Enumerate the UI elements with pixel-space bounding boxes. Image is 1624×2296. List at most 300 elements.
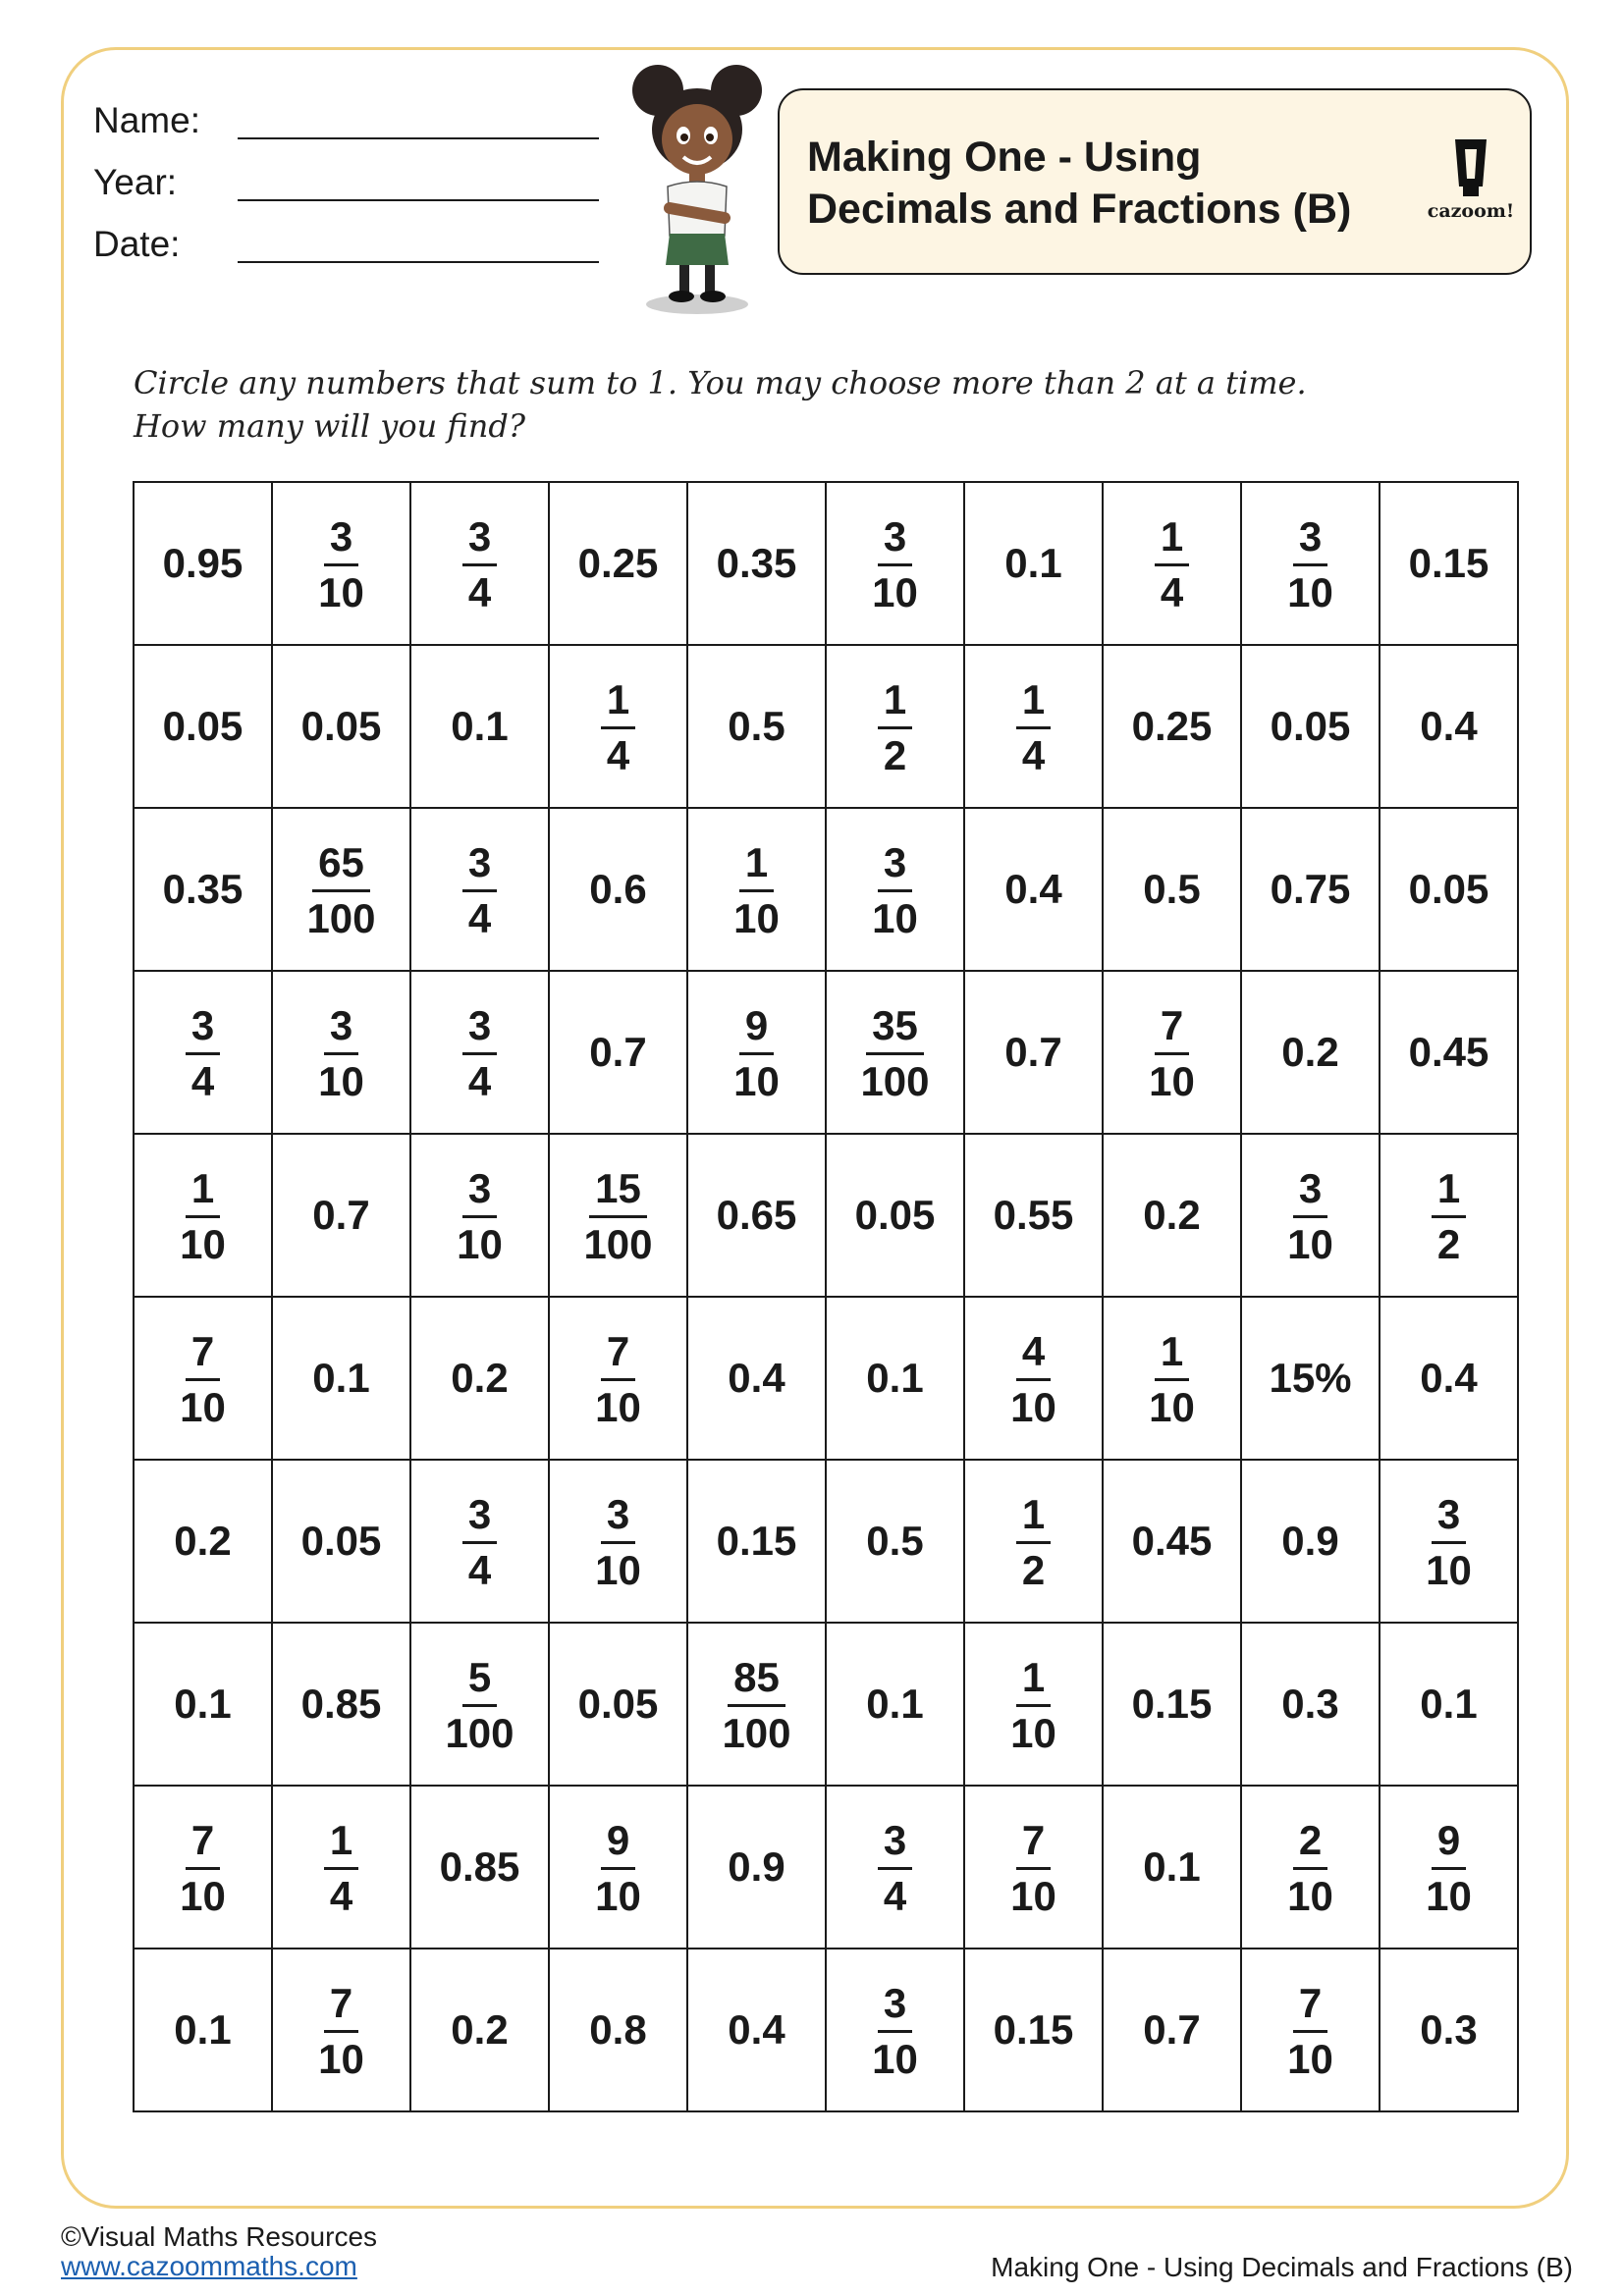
numerator: 65 xyxy=(312,842,370,892)
numerator: 9 xyxy=(1432,1820,1466,1870)
cell-value: 0.05 xyxy=(300,1518,382,1564)
numerator: 3 xyxy=(878,1983,912,2033)
denominator: 10 xyxy=(180,1873,226,1919)
fraction xyxy=(854,1002,935,1104)
grid-row xyxy=(134,645,1518,808)
cell-value: 0.3 xyxy=(1281,1681,1339,1727)
cell-value: 0.7 xyxy=(312,1192,370,1238)
grid-cell[interactable] xyxy=(826,971,964,1134)
fraction xyxy=(1004,1817,1062,1919)
fraction xyxy=(462,1491,497,1593)
numerator: 1 xyxy=(1155,516,1189,566)
denominator: 4 xyxy=(467,1547,492,1593)
numerator: 5 xyxy=(462,1657,497,1707)
denominator: 10 xyxy=(318,1058,364,1104)
numerator: 4 xyxy=(1016,1331,1051,1381)
worksheet-title xyxy=(807,132,1377,236)
cell-value: 0.4 xyxy=(1420,1355,1478,1401)
cell-value: 0.05 xyxy=(1408,866,1489,912)
grid-cell[interactable] xyxy=(826,808,964,971)
cell-value: 0.9 xyxy=(1281,1518,1339,1564)
grid-row xyxy=(134,1134,1518,1297)
grid-cell[interactable] xyxy=(687,1297,826,1460)
fraction xyxy=(1143,1002,1201,1104)
cell-value: 0.25 xyxy=(1131,703,1213,749)
cell-value: 15% xyxy=(1269,1355,1352,1401)
girl-mascot-illustration xyxy=(619,61,776,318)
grid-cell[interactable] xyxy=(964,482,1103,645)
fraction xyxy=(186,1002,220,1104)
cell-value: 0.1 xyxy=(866,1355,924,1401)
denominator: 100 xyxy=(445,1710,514,1756)
grid-cell[interactable] xyxy=(826,1134,964,1297)
grid-cell[interactable] xyxy=(549,1623,687,1786)
cell-value: 0.4 xyxy=(728,2006,785,2053)
grid-row xyxy=(134,1460,1518,1623)
grid-cell[interactable] xyxy=(134,1297,272,1460)
grid-cell[interactable] xyxy=(964,1786,1103,1949)
cazoom-logo-icon xyxy=(1420,135,1522,200)
denominator: 100 xyxy=(306,895,376,941)
grid-cell[interactable] xyxy=(134,1786,272,1949)
grid-cell[interactable] xyxy=(549,1949,687,2111)
denominator: 4 xyxy=(1021,732,1046,778)
grid-cell[interactable] xyxy=(964,1949,1103,2111)
denominator: 4 xyxy=(190,1058,215,1104)
cell-value: 0.6 xyxy=(589,866,647,912)
fraction xyxy=(462,513,497,615)
grid-cell[interactable] xyxy=(1103,1460,1241,1623)
instructions-line-2: How many will you find? xyxy=(134,407,525,445)
grid-cell[interactable] xyxy=(1380,645,1518,808)
fraction xyxy=(728,839,785,941)
fraction xyxy=(324,1817,358,1919)
denominator: 10 xyxy=(595,1547,641,1593)
grid-cell[interactable] xyxy=(1380,482,1518,645)
fraction xyxy=(1281,513,1339,615)
denominator: 10 xyxy=(1010,1384,1056,1430)
cell-value: 0.35 xyxy=(716,540,797,586)
grid-cell[interactable] xyxy=(272,1623,410,1786)
denominator: 10 xyxy=(180,1384,226,1430)
grid-cell[interactable] xyxy=(1103,1623,1241,1786)
grid-cell[interactable] xyxy=(410,1134,549,1297)
numerator: 3 xyxy=(1293,1168,1327,1218)
grid-cell[interactable] xyxy=(272,1949,410,2111)
grid-cell[interactable] xyxy=(410,1786,549,1949)
cell-value: 0.1 xyxy=(312,1355,370,1401)
grid-cell[interactable] xyxy=(1241,1949,1380,2111)
grid-cell[interactable] xyxy=(1241,808,1380,971)
grid-cell[interactable] xyxy=(687,808,826,971)
denominator: 4 xyxy=(467,569,492,615)
grid-cell[interactable] xyxy=(826,1949,964,2111)
cell-value: 0.5 xyxy=(1143,866,1201,912)
cell-value: 0.15 xyxy=(1408,540,1489,586)
grid-cell[interactable] xyxy=(549,1134,687,1297)
denominator: 2 xyxy=(1436,1221,1461,1267)
grid-cell[interactable] xyxy=(549,645,687,808)
numerator: 9 xyxy=(739,1005,774,1055)
cell-value: 0.45 xyxy=(1131,1518,1213,1564)
grid-cell[interactable] xyxy=(134,808,272,971)
denominator: 10 xyxy=(318,569,364,615)
cell-value: 0.95 xyxy=(162,540,244,586)
fraction xyxy=(589,1817,647,1919)
grid-cell[interactable] xyxy=(687,1623,826,1786)
fraction xyxy=(1281,1817,1339,1919)
numerator: 1 xyxy=(324,1820,358,1870)
grid-cell[interactable] xyxy=(826,1297,964,1460)
fraction xyxy=(878,676,912,778)
grid-cell[interactable] xyxy=(1103,1949,1241,2111)
denominator: 100 xyxy=(583,1221,653,1267)
numerator: 15 xyxy=(589,1168,647,1218)
grid-cell[interactable] xyxy=(687,1949,826,2111)
numerator: 3 xyxy=(462,842,497,892)
fraction xyxy=(866,1980,924,2082)
grid-cell[interactable] xyxy=(410,482,549,645)
grid-cell[interactable] xyxy=(1380,808,1518,971)
footer-title: Making One - Using Decimals and Fractions (B) xyxy=(991,2252,1573,2282)
grid-cell[interactable] xyxy=(964,1134,1103,1297)
grid-cell[interactable] xyxy=(549,1786,687,1949)
numerator: 3 xyxy=(1293,516,1327,566)
fraction xyxy=(1420,1817,1478,1919)
grid-cell[interactable] xyxy=(272,645,410,808)
cell-value: 0.25 xyxy=(577,540,659,586)
cell-value: 0.1 xyxy=(866,1681,924,1727)
grid-cell[interactable] xyxy=(964,645,1103,808)
grid-cell[interactable] xyxy=(1103,645,1241,808)
grid-cell[interactable] xyxy=(410,645,549,808)
numerator: 3 xyxy=(878,516,912,566)
cell-value: 0.85 xyxy=(300,1681,382,1727)
cell-value: 0.1 xyxy=(174,2006,232,2053)
numerator: 2 xyxy=(1293,1820,1327,1870)
grid-row xyxy=(134,1949,1518,2111)
grid-cell[interactable] xyxy=(826,1460,964,1623)
denominator: 10 xyxy=(1287,2036,1333,2082)
cell-value: 0.05 xyxy=(300,703,382,749)
numerator: 1 xyxy=(601,679,635,729)
grid-cell[interactable] xyxy=(410,1623,549,1786)
numerator: 1 xyxy=(1016,679,1051,729)
denominator: 10 xyxy=(1010,1710,1056,1756)
grid-cell[interactable] xyxy=(549,971,687,1134)
numerator: 7 xyxy=(601,1331,635,1381)
grid-cell[interactable] xyxy=(687,1786,826,1949)
denominator: 10 xyxy=(1287,569,1333,615)
grid-cell[interactable] xyxy=(1103,482,1241,645)
denominator: 10 xyxy=(595,1384,641,1430)
grid-cell[interactable] xyxy=(826,1786,964,1949)
grid-cell[interactable] xyxy=(1103,971,1241,1134)
grid-cell[interactable] xyxy=(964,1297,1103,1460)
grid-cell[interactable] xyxy=(964,971,1103,1134)
fraction xyxy=(174,1328,232,1430)
instructions-line-1: Circle any numbers that sum to 1. You may choose more than 2 at a time. xyxy=(134,364,1307,401)
grid-cell[interactable] xyxy=(1241,971,1380,1134)
cell-value: 0.7 xyxy=(1143,2006,1201,2053)
grid-cell[interactable] xyxy=(272,1786,410,1949)
fraction xyxy=(462,839,497,941)
numerator: 1 xyxy=(739,842,774,892)
fraction xyxy=(1016,1491,1051,1593)
numerator: 1 xyxy=(1432,1168,1466,1218)
grid-cell[interactable] xyxy=(272,1134,410,1297)
fraction xyxy=(312,513,370,615)
cell-value: 0.05 xyxy=(854,1192,936,1238)
numerator: 3 xyxy=(462,1005,497,1055)
cell-value: 0.15 xyxy=(1131,1681,1213,1727)
grid-cell[interactable] xyxy=(1380,1460,1518,1623)
cell-value: 0.7 xyxy=(1004,1029,1062,1075)
numerator: 3 xyxy=(324,516,358,566)
name-input-line[interactable] xyxy=(238,137,599,139)
fraction xyxy=(577,1165,658,1267)
grid-cell[interactable] xyxy=(134,1460,272,1623)
cell-value: 0.05 xyxy=(1270,703,1351,749)
grid-cell[interactable] xyxy=(1103,1297,1241,1460)
grid-cell[interactable] xyxy=(272,482,410,645)
grid-cell[interactable] xyxy=(687,971,826,1134)
cell-value: 0.8 xyxy=(589,2006,647,2053)
fraction xyxy=(1420,1491,1478,1593)
grid-cell[interactable] xyxy=(410,1297,549,1460)
cell-value: 0.1 xyxy=(1004,540,1062,586)
grid-cell[interactable] xyxy=(549,1460,687,1623)
cell-value: 0.55 xyxy=(993,1192,1074,1238)
fraction xyxy=(589,1328,647,1430)
denominator: 10 xyxy=(1426,1547,1472,1593)
grid-cell[interactable] xyxy=(964,1460,1103,1623)
numerator: 3 xyxy=(324,1005,358,1055)
grid-cell[interactable] xyxy=(410,1460,549,1623)
cell-value: 0.1 xyxy=(174,1681,232,1727)
numerator: 1 xyxy=(1155,1331,1189,1381)
grid-cell[interactable] xyxy=(272,808,410,971)
denominator: 100 xyxy=(722,1710,791,1756)
grid-cell[interactable] xyxy=(1241,1297,1380,1460)
fraction xyxy=(439,1654,519,1756)
denominator: 10 xyxy=(180,1221,226,1267)
cell-value: 0.2 xyxy=(174,1518,232,1564)
fraction xyxy=(451,1165,509,1267)
cell-value: 0.1 xyxy=(451,703,509,749)
number-grid xyxy=(133,481,1519,2112)
cell-value: 0.2 xyxy=(1281,1029,1339,1075)
cell-value: 0.85 xyxy=(439,1843,520,1890)
fraction xyxy=(1155,513,1189,615)
cell-value: 0.2 xyxy=(1143,1192,1201,1238)
denominator: 10 xyxy=(872,569,918,615)
grid-cell[interactable] xyxy=(1241,1786,1380,1949)
denominator: 4 xyxy=(606,732,630,778)
grid-cell[interactable] xyxy=(549,482,687,645)
numerator: 1 xyxy=(878,679,912,729)
cell-value: 0.9 xyxy=(728,1843,785,1890)
grid-row xyxy=(134,1623,1518,1786)
numerator: 3 xyxy=(462,1494,497,1544)
grid-cell[interactable] xyxy=(1380,1297,1518,1460)
fraction xyxy=(866,839,924,941)
cell-value: 0.05 xyxy=(162,703,244,749)
numerator: 1 xyxy=(186,1168,220,1218)
grid-cell[interactable] xyxy=(826,1623,964,1786)
grid-cell[interactable] xyxy=(1380,1786,1518,1949)
cell-value: 0.35 xyxy=(162,866,244,912)
title-box xyxy=(778,88,1532,275)
grid-cell[interactable] xyxy=(134,1623,272,1786)
denominator: 10 xyxy=(1287,1221,1333,1267)
grid-cell[interactable] xyxy=(410,808,549,971)
grid-cell[interactable] xyxy=(1380,1623,1518,1786)
title-line-1: Making One - Using xyxy=(807,133,1202,181)
numerator: 3 xyxy=(462,516,497,566)
title-line-2: Decimals and Fractions (B) xyxy=(807,186,1352,233)
website-link[interactable]: www.cazoommaths.com xyxy=(61,2251,357,2281)
fraction xyxy=(1281,1980,1339,2082)
fraction xyxy=(1432,1165,1466,1267)
numerator: 7 xyxy=(1293,1983,1327,2033)
numerator: 35 xyxy=(866,1005,924,1055)
grid-cell[interactable] xyxy=(134,645,272,808)
denominator: 10 xyxy=(457,1221,503,1267)
numerator: 3 xyxy=(601,1494,635,1544)
date-label: Date: xyxy=(93,224,181,264)
fraction xyxy=(728,1002,785,1104)
cell-value: 0.4 xyxy=(1420,703,1478,749)
fraction xyxy=(716,1654,796,1756)
numerator: 7 xyxy=(324,1983,358,2033)
denominator: 10 xyxy=(1010,1873,1056,1919)
denominator: 10 xyxy=(1426,1873,1472,1919)
grid-cell[interactable] xyxy=(687,645,826,808)
grid-cell[interactable] xyxy=(1380,1949,1518,2111)
cell-value: 0.3 xyxy=(1420,2006,1478,2053)
grid-cell[interactable] xyxy=(134,482,272,645)
denominator: 10 xyxy=(1149,1058,1195,1104)
grid-cell[interactable] xyxy=(687,482,826,645)
grid-cell[interactable] xyxy=(134,1949,272,2111)
grid-cell[interactable] xyxy=(964,1623,1103,1786)
logo-wordmark: cazoom! xyxy=(1427,200,1515,222)
grid-cell[interactable] xyxy=(1241,1460,1380,1623)
grid-cell[interactable] xyxy=(410,971,549,1134)
fraction xyxy=(312,1002,370,1104)
grid-cell[interactable] xyxy=(687,1134,826,1297)
denominator: 2 xyxy=(883,732,907,778)
denominator: 4 xyxy=(883,1873,907,1919)
cell-value: 0.4 xyxy=(728,1355,785,1401)
fraction xyxy=(878,1817,912,1919)
grid-cell[interactable] xyxy=(1241,482,1380,645)
cell-value: 0.5 xyxy=(728,703,785,749)
fraction xyxy=(589,1491,647,1593)
denominator: 4 xyxy=(1160,569,1184,615)
cell-value: 0.2 xyxy=(451,2006,509,2053)
fraction xyxy=(1281,1165,1339,1267)
grid-cell[interactable] xyxy=(549,808,687,971)
denominator: 10 xyxy=(1149,1384,1195,1430)
denominator: 10 xyxy=(872,2036,918,2082)
grid-cell[interactable] xyxy=(272,1460,410,1623)
cell-value: 0.15 xyxy=(716,1518,797,1564)
name-label: Name: xyxy=(93,100,200,140)
denominator: 4 xyxy=(467,895,492,941)
fraction xyxy=(462,1002,497,1104)
grid-cell[interactable] xyxy=(1241,1134,1380,1297)
grid-cell[interactable] xyxy=(1103,1786,1241,1949)
grid-cell[interactable] xyxy=(826,482,964,645)
denominator: 10 xyxy=(733,895,780,941)
year-input-line[interactable] xyxy=(238,199,599,201)
copyright-text: ©Visual Maths Resources xyxy=(61,2221,378,2252)
denominator: 10 xyxy=(733,1058,780,1104)
numerator: 3 xyxy=(1432,1494,1466,1544)
numerator: 7 xyxy=(186,1331,220,1381)
fraction xyxy=(174,1817,232,1919)
numerator: 3 xyxy=(462,1168,497,1218)
grid-row xyxy=(134,1786,1518,1949)
grid-cell[interactable] xyxy=(1241,1623,1380,1786)
grid-cell[interactable] xyxy=(410,1949,549,2111)
cell-value: 0.5 xyxy=(866,1518,924,1564)
denominator: 10 xyxy=(318,2036,364,2082)
instructions xyxy=(134,361,1410,448)
denominator: 10 xyxy=(872,895,918,941)
grid-cell[interactable] xyxy=(1380,1134,1518,1297)
cell-value: 0.1 xyxy=(1420,1681,1478,1727)
grid-cell[interactable] xyxy=(1103,808,1241,971)
fraction xyxy=(300,839,381,941)
grid-cell[interactable] xyxy=(1103,1134,1241,1297)
grid-cell[interactable] xyxy=(1241,645,1380,808)
grid-row xyxy=(134,971,1518,1134)
numerator: 7 xyxy=(186,1820,220,1870)
footer-credits xyxy=(61,2222,377,2281)
cell-value: 0.65 xyxy=(716,1192,797,1238)
grid-row xyxy=(134,808,1518,971)
fraction xyxy=(1004,1328,1062,1430)
numerator: 1 xyxy=(1016,1657,1051,1707)
cazoom-logo xyxy=(1420,135,1522,234)
denominator: 10 xyxy=(1287,1873,1333,1919)
numerator: 9 xyxy=(601,1820,635,1870)
cell-value: 0.45 xyxy=(1408,1029,1489,1075)
grid-cell[interactable] xyxy=(134,1134,272,1297)
grid-cell[interactable] xyxy=(826,645,964,808)
grid-cell[interactable] xyxy=(272,1297,410,1460)
grid-cell[interactable] xyxy=(964,808,1103,971)
date-input-line[interactable] xyxy=(238,261,599,263)
denominator: 100 xyxy=(860,1058,930,1104)
numerator: 3 xyxy=(878,842,912,892)
grid-cell[interactable] xyxy=(1380,971,1518,1134)
denominator: 4 xyxy=(329,1873,353,1919)
grid-cell[interactable] xyxy=(687,1460,826,1623)
fraction xyxy=(1004,1654,1062,1756)
grid-cell[interactable] xyxy=(549,1297,687,1460)
grid-cell[interactable] xyxy=(272,971,410,1134)
grid-cell[interactable] xyxy=(134,971,272,1134)
numerator: 3 xyxy=(878,1820,912,1870)
fraction xyxy=(601,676,635,778)
denominator: 2 xyxy=(1021,1547,1046,1593)
cell-value: 0.1 xyxy=(1143,1843,1201,1890)
fraction xyxy=(174,1165,232,1267)
